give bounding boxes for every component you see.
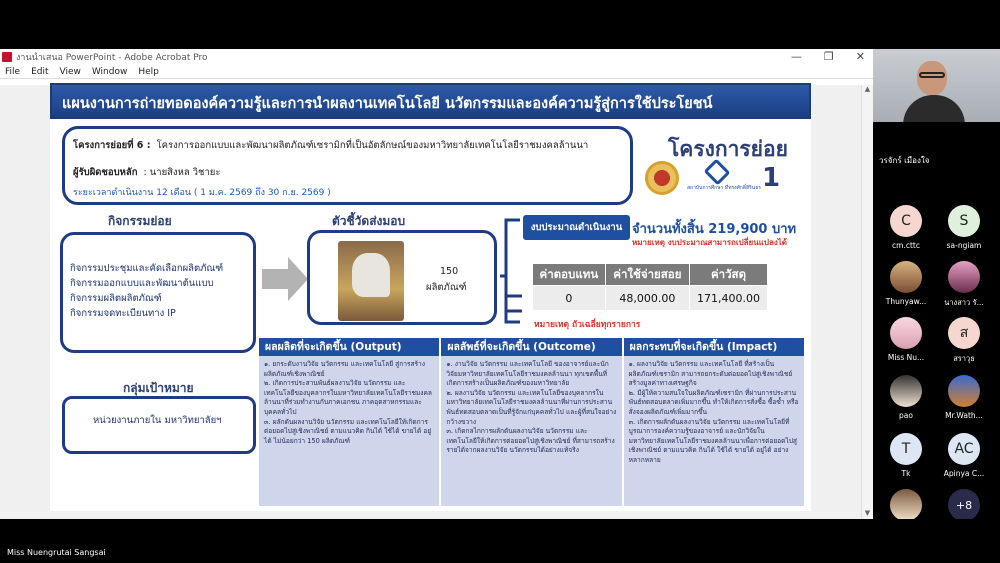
budget-table bbox=[532, 263, 768, 311]
scroll-down-icon[interactable]: ▼ bbox=[864, 509, 871, 517]
participant-name: Mr.Wath... bbox=[945, 411, 983, 420]
more-count: +8 bbox=[948, 489, 980, 521]
activity-item: กิจกรรมผลิตผลิตภัณฑ์ bbox=[70, 293, 162, 304]
activities-box bbox=[60, 232, 256, 353]
deliverable-count: 150 bbox=[440, 266, 459, 277]
activity-item: กิจกรรมจดทะเบียนทาง IP bbox=[70, 308, 176, 319]
budget-note: หมายเหตุ งบประมาณสามารถเปลี่ยนแปลงได้ bbox=[632, 238, 787, 247]
lead-name: : นายสิงหล วิชายะ bbox=[143, 167, 221, 178]
window-titlebar bbox=[0, 49, 873, 65]
impact-body: ๑. ผลงานวิจัย นวัตกรรม และเทคโนโลยี ที่สร้างเป็นผลิตภัณฑ์เซรามิก สามารถยกระดับต่อยอดไปสู่เชิงพาณิชย์ สร้างมูลค่าทางเศรษฐกิจ ๒. มีผู้ให้ความสนใจในผลิตภัณฑ์เซรามิก ที่ผ่านการประสานพันธ์ทดสอบตลาดเพิ่มมากขึ้น ทำให้เกิดการสั่งซื้อ ซื้อซ้ำ หรือสั่งจองผลิตภัณฑ์เพิ่มมากขึ้น ๓. เกิดการผลักดันผลงานวิจัย นวัตกรรม และเทคโนโลยีที่บูรณาการองค์ความรู้ของอาจารย์ และนักวิจัยในมหาวิทยาลัยเทคโนโลยีราชมงคลล้านนาเพื่อการต่อยอดไปสู่เชิงพาณิชย์ ตามแนวคิด กินได้ ใช้ได้ ขายได้ อยู่ได้ อย่างหลากหลาย bbox=[624, 356, 804, 506]
project-label: โครงการย่อยที่ 6 : bbox=[73, 140, 151, 151]
participants-panel bbox=[873, 49, 1000, 519]
participant-name: pao bbox=[899, 411, 913, 420]
avatar-photo bbox=[890, 261, 922, 293]
participant-tile[interactable] bbox=[876, 261, 936, 306]
avatar: T bbox=[890, 433, 922, 465]
vertical-scrollbar[interactable] bbox=[861, 85, 873, 519]
menu-window[interactable]: Window bbox=[91, 66, 128, 77]
output-header: ผลผลิตที่จะเกิดขึ้น (Output) bbox=[259, 338, 439, 356]
participant-name: นางสาว รั... bbox=[944, 298, 984, 307]
impact-column bbox=[624, 338, 804, 506]
budget-value-operating: 48,000.00 bbox=[605, 286, 689, 311]
avatar-photo bbox=[890, 317, 922, 349]
ceramic-horse-image bbox=[352, 253, 390, 297]
participant-tile[interactable] bbox=[934, 375, 994, 420]
project-line bbox=[73, 138, 588, 153]
slide-title: แผนงานการถ่ายทอดองค์ความรู้และการนำผลงานเทคโนโลยี นวัตกรรมและองค์ความรู้สู่การใช้ประโยชน์ bbox=[62, 96, 713, 112]
bottom-bar bbox=[0, 519, 1000, 563]
more-participants-button[interactable] bbox=[934, 489, 994, 521]
presentation-slide bbox=[50, 83, 811, 511]
budget-total: จำนวนทั้งสิ้น 219,900 บาท bbox=[632, 222, 797, 237]
budget-value-compensation: 0 bbox=[533, 286, 606, 311]
avatar: S bbox=[948, 205, 980, 237]
output-body: ๑. ยกระดับงานวิจัย นวัตกรรม และเทคโนโลยี สู่การสร้างผลิตภัณฑ์เชิงพาณิชย์ ๒. เกิดการประสานพันธ์ผลงานวิจัย นวัตกรรม และเทคโนโลยีของบุคลากรในมหาวิทยาลัยเทคโนโลยีราชมงคลล้านนาที่ร่วมทำงานกับภาคเอกชน ภาคอุตสาหกรรมและบุคคลทั่วไป ๓. ผลักดันผลงานวิจัย นวัตกรรม และเทคโนโลยีให้เกิดการต่อยอดไปสู่เชิงพาณิชย์ ตามแนวคิด กินได้ ใช้ได้ ขายได้ อยู่ได้ ไม่น้อยกว่า 150 ผลิตภัณฑ์ bbox=[259, 356, 439, 506]
close-button[interactable]: ✕ bbox=[855, 50, 865, 63]
active-speaker-name: วรจักร์ เมืองใจ bbox=[879, 156, 930, 165]
project-name: โครงการออกแบบและพัฒนาผลิตภัณฑ์เซรามิกที่เป็นอัตลักษณ์ของมหาวิทยาลัยเทคโนโลยีราชมงคลล้านนา bbox=[156, 140, 589, 151]
menu-help[interactable]: Help bbox=[138, 66, 159, 77]
participant-name: Miss Nu... bbox=[887, 353, 925, 362]
participant-tile[interactable] bbox=[876, 205, 936, 250]
avatar-photo bbox=[890, 489, 922, 521]
project-info-box bbox=[62, 126, 633, 205]
restore-button[interactable]: ❐ bbox=[823, 50, 834, 63]
budget-header-compensation: ค่าตอบแทน bbox=[533, 264, 606, 286]
budget-bracket bbox=[500, 216, 524, 326]
menu-bar bbox=[0, 65, 873, 79]
participant-name: Tk bbox=[901, 469, 911, 478]
outcome-column bbox=[441, 338, 621, 506]
menu-edit[interactable]: Edit bbox=[31, 66, 49, 77]
slide-banner bbox=[50, 83, 811, 119]
avatar: C bbox=[890, 205, 922, 237]
institute-logo-caption: สถาบันการศึกษา ที่ทรงศักดิ์สิรินธร bbox=[687, 185, 761, 191]
participant-tile[interactable] bbox=[876, 375, 936, 420]
target-box bbox=[62, 396, 256, 454]
outcome-body: ๑. งานวิจัย นวัตกรรม และเทคโนโลยี ของอาจารย์และนักวิจัยมหาวิทยาลัยเทคโนโลยีราชมงคลล้านนา ทุกเขตพื้นที่ เกิดการสร้างเป็นผลิตภัณฑ์ของมหาวิทยาลัย ๒. ผลงานวิจัย นวัตกรรม และเทคโนโลยีของบุคลากรในมหาวิทยาลัยเทคโนโลยีราชมงคลล้านนาที่ผ่านการประสานพันธ์ทดสอบตลาดเป็นที่รู้จักแก่บุคคลทั่วไป และผู้ที่สนใจอย่างกว้างขวาง ๓. เกิดกลไกการผลักดันผลงานวิจัย นวัตกรรม และเทคโนโลยีให้เกิดการต่อยอดไปสู่เชิงพาณิชย์ ที่สามารถสร้างรายได้จากผลงานวิจัย นวัตกรรมได้อย่างแท้จริง bbox=[441, 356, 621, 506]
participant-tile[interactable] bbox=[876, 433, 936, 478]
institute-logo bbox=[687, 163, 761, 193]
subproject-number: 1 bbox=[762, 163, 781, 193]
speaker-glasses bbox=[919, 72, 945, 78]
avatar-photo bbox=[948, 375, 980, 407]
target-text: หน่วยงานภายใน มหาวิทยาลัยฯ bbox=[93, 415, 222, 426]
ceramic-product-photo bbox=[338, 241, 404, 321]
budget-header-operating: ค่าใช้จ่ายสอย bbox=[605, 264, 689, 286]
results-table bbox=[259, 338, 804, 506]
speaker-body bbox=[903, 95, 965, 122]
avatar-photo bbox=[890, 375, 922, 407]
avatar-photo bbox=[948, 261, 980, 293]
participant-name: sa-ngiam bbox=[946, 241, 982, 250]
menu-file[interactable]: File bbox=[5, 66, 21, 77]
subproject-heading: โครงการย่อย bbox=[668, 137, 788, 161]
participant-tile[interactable] bbox=[934, 317, 994, 365]
speaker-head bbox=[917, 61, 947, 95]
output-column bbox=[259, 338, 439, 506]
avatar: ส bbox=[948, 317, 980, 349]
institute-mark-icon bbox=[704, 159, 731, 186]
deliverable-box bbox=[307, 230, 497, 325]
activities-heading: กิจกรรมย่อย bbox=[108, 214, 172, 228]
active-speaker-video[interactable] bbox=[873, 49, 1000, 122]
participant-tile[interactable] bbox=[934, 205, 994, 250]
budget-tag: งบประมาณดำเนินงาน bbox=[523, 215, 630, 240]
participant-name: Apinya C... bbox=[943, 469, 985, 478]
budget-footnote: หมายเหตุ ถัวเฉลี่ยทุกรายการ bbox=[534, 320, 641, 330]
budget-header-materials: ค่าวัสดุ bbox=[690, 264, 768, 286]
budget-table-header-row bbox=[533, 264, 768, 286]
participant-name: cm.cttc bbox=[892, 241, 920, 250]
outcome-header: ผลลัพธ์ที่จะเกิดขึ้น (Outcome) bbox=[441, 338, 621, 356]
window-title: งานนำเสนอ PowerPoint - Adobe Acrobat Pro bbox=[16, 53, 208, 63]
lead-line bbox=[73, 165, 220, 180]
acrobat-app-icon bbox=[2, 52, 12, 62]
budget-table-value-row bbox=[533, 286, 768, 311]
impact-header: ผลกระทบที่จะเกิดขึ้น (Impact) bbox=[624, 338, 804, 356]
project-period: ระยะเวลาดำเนินงาน 12 เดือน ( 1 ม.ค. 2569 ถึง 30 ก.ย. 2569 ) bbox=[73, 188, 331, 198]
deliverable-heading: ตัวชี้วัดส่งมอบ bbox=[332, 214, 406, 228]
scroll-up-icon[interactable]: ▲ bbox=[864, 85, 871, 93]
participant-tile[interactable] bbox=[934, 433, 994, 478]
minimize-button[interactable]: — bbox=[790, 50, 802, 63]
participant-tile[interactable] bbox=[876, 317, 936, 362]
participant-name: Thunyaw... bbox=[885, 297, 927, 306]
presenter-name: Miss Nuengrutai Sangsai bbox=[7, 548, 106, 557]
participant-tile[interactable] bbox=[934, 261, 994, 309]
university-seal-logo bbox=[645, 161, 679, 195]
participant-name: สราวุธ bbox=[953, 354, 975, 363]
right-arrow-icon bbox=[262, 255, 310, 303]
activity-item: กิจกรรมประชุมและคัดเลือกผลิตภัณฑ์ bbox=[70, 263, 224, 274]
target-heading: กลุ่มเป้าหมาย bbox=[123, 381, 194, 395]
menu-view[interactable]: View bbox=[59, 66, 81, 77]
activity-item: กิจกรรมออกแบบและพัฒนาต้นแบบ bbox=[70, 278, 214, 289]
deliverable-unit: ผลิตภัณฑ์ bbox=[426, 282, 467, 293]
lead-label: ผู้รับผิดชอบหลัก bbox=[73, 167, 138, 178]
budget-value-materials: 171,400.00 bbox=[690, 286, 768, 311]
avatar: AC bbox=[948, 433, 980, 465]
